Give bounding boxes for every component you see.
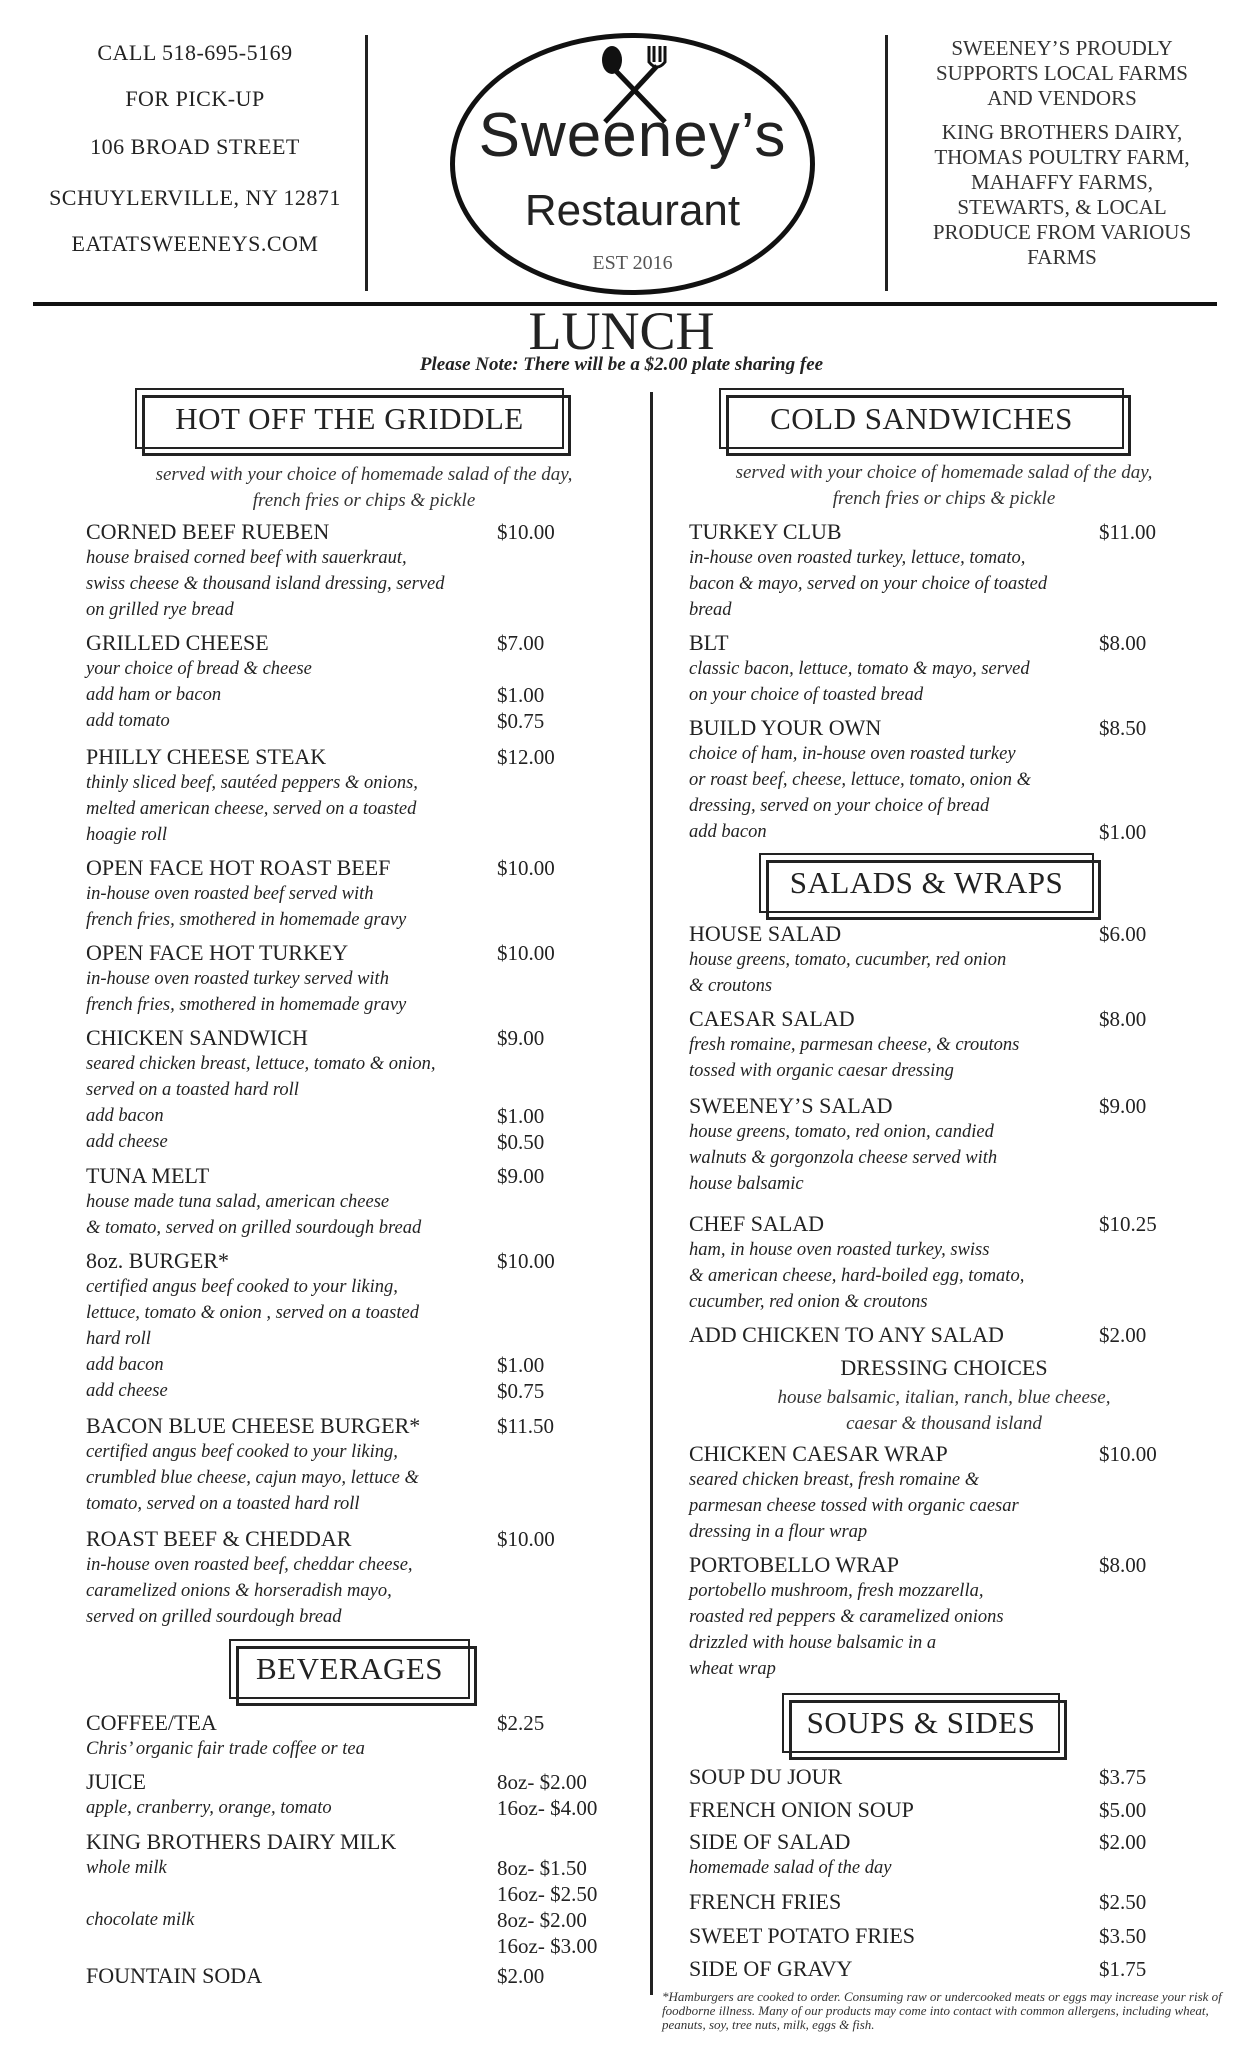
menu-item-row <box>86 1526 647 1552</box>
logo-name: Sweeney’s <box>478 101 787 170</box>
menu-item-row <box>689 1441 1243 1467</box>
menu-item-detail <box>86 1465 647 1491</box>
menu-item-addon-price: 16oz- $2.50 <box>497 1882 598 1906</box>
menu-item-name: SOUP DU JOUR <box>689 1764 843 1789</box>
menu-item-addon-price: $0.75 <box>497 1379 545 1403</box>
supports-line: SUPPORTS LOCAL FARMS <box>936 61 1188 85</box>
menu-item-detail <box>86 1795 647 1821</box>
menu-item-price: $8.00 <box>1099 631 1147 655</box>
menu-item-detail <box>86 545 647 571</box>
menu-item-description: whole milk <box>86 1858 167 1878</box>
menu-item-detail <box>689 1032 1243 1058</box>
menu-item-description: on grilled rye bread <box>86 600 234 620</box>
menu-item <box>86 1413 647 1517</box>
menu-item-name: SIDE OF GRAVY <box>689 1956 853 1981</box>
menu-item-name: 8oz. BURGER* <box>86 1248 229 1273</box>
menu-item-description: hoagie roll <box>86 825 168 845</box>
cold-sandwiches-section-header <box>719 388 1124 449</box>
menu-item-detail <box>689 1855 1243 1881</box>
menu-item-detail <box>86 1855 647 1881</box>
menu-item-price: $2.25 <box>497 1711 545 1735</box>
menu-item <box>86 1025 647 1155</box>
logo-established: EST 2016 <box>592 252 673 274</box>
menu-item-detail <box>86 1881 647 1907</box>
street-address: 106 BROAD STREET <box>90 134 300 159</box>
sharing-fee-note: Please Note: There will be a $2.00 plate sharing fee <box>419 354 824 375</box>
menu-item-price: $9.00 <box>497 1164 545 1188</box>
menu-item-detail <box>86 708 647 734</box>
menu-item-description: dressing, served on your choice of bread <box>689 796 990 816</box>
menu-item-detail <box>86 571 647 597</box>
menu-item-detail <box>689 1145 1243 1171</box>
menu-item-detail <box>86 1077 647 1103</box>
menu-item-detail <box>86 1378 647 1404</box>
logo-subtitle: Restaurant <box>524 186 741 235</box>
menu-item-description: on your choice of toasted bread <box>689 685 924 705</box>
menu-item <box>86 1248 647 1404</box>
menu-item-name: COFFEE/TEA <box>86 1710 217 1735</box>
menu-item-description: swiss cheese & thousand island dressing, served <box>86 574 445 594</box>
menu-item-description: in-house oven roasted beef served with <box>86 884 374 904</box>
menu-item-description: add bacon <box>86 1106 164 1126</box>
menu-item-name: CHICKEN CAESAR WRAP <box>689 1441 948 1466</box>
menu-item-detail <box>689 741 1243 767</box>
header-divider-left <box>365 35 368 291</box>
menu-item-price: $7.00 <box>497 631 545 655</box>
menu-item <box>86 1710 647 1762</box>
menu-item-description: bacon & mayo, served on your choice of toasted <box>689 574 1048 594</box>
menu-item-detail <box>689 571 1243 597</box>
menu-item-description: Chris’ organic fair trade coffee or tea <box>86 1739 365 1759</box>
menu-item-description: add cheese <box>86 1132 168 1152</box>
menu-item-description: lettuce, tomato & onion , served on a toasted <box>86 1303 419 1323</box>
vendor-line: MAHAFFY FARMS, <box>970 170 1154 194</box>
menu-item-description: & american cheese, hard-boiled egg, tomato, <box>689 1266 1025 1286</box>
menu-item-description: homemade salad of the day <box>689 1858 892 1878</box>
menu-item-row <box>689 1552 1243 1578</box>
menu-item-price: $10.00 <box>497 856 555 880</box>
vendor-line: PRODUCE FROM VARIOUS <box>932 220 1192 244</box>
menu-item-addon-price: 16oz- $4.00 <box>497 1796 598 1820</box>
menu-item-description: french fries, smothered in homemade gravy <box>86 910 407 930</box>
menu-item-name: ROAST BEEF & CHEDDAR <box>86 1526 352 1551</box>
menu-item <box>689 1006 1243 1084</box>
menu-item-description: parmesan cheese tossed with organic caesar <box>689 1496 1019 1516</box>
menu-item-name: BACON BLUE CHEESE BURGER* <box>86 1413 421 1438</box>
menu-item-row <box>689 1829 1243 1855</box>
section-subtitle: served with your choice of homemade salad of the day, <box>735 462 1153 483</box>
menu-item-detail <box>689 1119 1243 1145</box>
menu-item-row <box>689 1797 1243 1823</box>
menu-item <box>86 630 647 734</box>
menu-item-price: $9.00 <box>1099 1094 1147 1118</box>
menu-item-addon-price: $1.00 <box>1099 820 1147 844</box>
griddle-section-header <box>135 388 564 449</box>
menu-item-price: $1.75 <box>1099 1957 1147 1981</box>
menu-item-description: & croutons <box>689 976 773 996</box>
menu-item-price: $9.00 <box>497 1026 545 1050</box>
menu-item-name: SWEENEY’S SALAD <box>689 1093 893 1118</box>
menu-item-row <box>689 1093 1243 1119</box>
menu-item-detail <box>86 966 647 992</box>
menu-item-detail <box>689 1467 1243 1493</box>
column-divider <box>650 392 653 1995</box>
menu-item-addon-price: 8oz- $2.00 <box>497 1908 587 1932</box>
menu-item-description: walnuts & gorgonzola cheese served with <box>689 1148 998 1168</box>
menu-item-name: CHICKEN SANDWICH <box>86 1025 308 1050</box>
menu-item-detail <box>689 1519 1243 1545</box>
menu-item-description: & tomato, served on grilled sourdough bread <box>86 1218 422 1238</box>
menu-item-row <box>689 921 1243 947</box>
menu-item-row <box>86 940 647 966</box>
menu-item-name: PORTOBELLO WRAP <box>689 1552 899 1577</box>
allergen-footnote: *Hamburgers are cooked to order. Consuming raw or undercooked meats or eggs may increase your risk of foodborne illness. Many of our products may come into contact with common allergens, including wheat, peanuts, soy, tree nuts, milk, eggs & fish. <box>662 1989 1222 2032</box>
menu-item-description: cucumber, red onion & croutons <box>689 1292 928 1312</box>
menu-item-detail <box>689 1289 1243 1315</box>
dressing-choices-title: DRESSING CHOICES <box>840 1355 1048 1380</box>
menu-item-detail <box>689 1171 1243 1197</box>
menu-item-name: FOUNTAIN SODA <box>86 1963 263 1988</box>
menu-item-detail <box>86 597 647 623</box>
menu-item-detail <box>86 770 647 796</box>
menu-item-detail <box>689 1058 1243 1084</box>
menu-item-detail <box>689 1578 1243 1604</box>
menu-item-description: add cheese <box>86 1381 168 1401</box>
menu-item-detail <box>689 947 1243 973</box>
menu-item <box>86 1963 647 1989</box>
menu-item-detail <box>689 1630 1243 1656</box>
menu-item <box>86 519 647 623</box>
menu-item <box>689 1889 1243 1915</box>
menu-item-detail <box>86 1736 647 1762</box>
menu-item-name: FRENCH FRIES <box>689 1889 842 1914</box>
menu-item-detail <box>86 1051 647 1077</box>
menu-title: LUNCH <box>528 301 715 361</box>
menu-item-detail <box>86 1491 647 1517</box>
menu-item-price: $6.00 <box>1099 922 1147 946</box>
menu-item-detail <box>86 1352 647 1378</box>
beverages-section-header-title: BEVERAGES <box>255 1651 444 1686</box>
menu-item-description: ham, in house oven roasted turkey, swiss <box>689 1240 990 1260</box>
menu-item-description: apple, cranberry, orange, tomato <box>86 1798 332 1818</box>
menu-item-detail <box>689 1493 1243 1519</box>
menu-item-addon-price: 16oz- $3.00 <box>497 1934 598 1958</box>
menu-item-description: melted american cheese, served on a toasted <box>86 799 417 819</box>
menu-item-detail <box>86 1933 647 1959</box>
menu-item-detail <box>86 1326 647 1352</box>
menu-item-addon-price: $1.00 <box>497 683 545 707</box>
menu-item-row <box>86 1025 647 1051</box>
menu-item-row <box>86 1413 647 1439</box>
menu-item <box>86 855 647 933</box>
phone-number[interactable]: CALL 518-695-5169 <box>97 40 293 65</box>
menu-item-row <box>689 715 1243 741</box>
menu-item-description: certified angus beef cooked to your liking, <box>86 1277 398 1297</box>
menu-item-description: in-house oven roasted turkey, lettuce, tomato, <box>689 548 1026 568</box>
cold-sandwiches-section-header-title: COLD SANDWICHES <box>770 400 1073 436</box>
menu-item <box>689 1441 1243 1545</box>
menu-item <box>689 1552 1243 1682</box>
menu-item-description: chocolate milk <box>86 1910 195 1930</box>
menu-item-description: fresh romaine, parmesan cheese, & croutons <box>689 1035 1020 1055</box>
menu-item <box>86 940 647 1018</box>
menu-item-description: thinly sliced beef, sautéed peppers & onions, <box>86 773 418 793</box>
menu-item-description: add bacon <box>689 822 767 842</box>
menu-item-detail <box>86 796 647 822</box>
menu-item <box>689 921 1243 999</box>
supports-line: SWEENEY’S PROUDLY <box>951 36 1173 60</box>
menu-item-name: HOUSE SALAD <box>689 921 842 946</box>
menu-item-description: hard roll <box>86 1329 151 1349</box>
menu-item-price: $12.00 <box>497 745 555 769</box>
menu-item-detail <box>86 1439 647 1465</box>
menu-item-description: certified angus beef cooked to your liking, <box>86 1442 398 1462</box>
menu-item-detail <box>86 1578 647 1604</box>
menu-item-price: $5.00 <box>1099 1798 1147 1822</box>
soups-sides-section-header <box>782 1693 1060 1753</box>
menu-item-description: add bacon <box>86 1355 164 1375</box>
menu-item-detail <box>689 597 1243 623</box>
menu-item-detail <box>86 1129 647 1155</box>
menu-item-price: $10.00 <box>1099 1442 1157 1466</box>
header-divider-right <box>885 35 888 291</box>
menu-item-detail <box>86 1215 647 1241</box>
menu-item-row <box>689 519 1243 545</box>
menu-item-addon-price: $0.50 <box>497 1130 545 1154</box>
menu-item-description: served on grilled sourdough bread <box>86 1607 342 1627</box>
city-address: SCHUYLERVILLE, NY 12871 <box>49 185 341 210</box>
menu-item-description: crumbled blue cheese, cajun mayo, lettuce & <box>86 1468 419 1488</box>
menu-item-name: TURKEY CLUB <box>689 519 842 544</box>
menu-item-detail <box>86 1274 647 1300</box>
vendor-line: THOMAS POULTRY FARM, <box>934 145 1190 169</box>
salads-wraps-section-header <box>759 853 1094 913</box>
vendor-line: FARMS <box>1027 245 1097 269</box>
vendor-line: KING BROTHERS DAIRY, <box>941 120 1183 144</box>
menu-item-row <box>86 519 647 545</box>
menu-item-detail <box>689 682 1243 708</box>
menu-item-row <box>86 1769 647 1795</box>
menu-item-price: $10.00 <box>497 1249 555 1273</box>
menu-item-price: $2.00 <box>1099 1323 1147 1347</box>
section-subtitle: served with your choice of homemade salad of the day, <box>155 464 573 485</box>
menu-item-detail <box>86 1907 647 1933</box>
menu-item-detail <box>86 822 647 848</box>
menu-item-description: dressing in a flour wrap <box>689 1522 868 1542</box>
menu-item <box>86 1829 647 1959</box>
menu-item-price: $10.00 <box>497 941 555 965</box>
menu-item <box>86 1769 647 1821</box>
menu-item-detail <box>689 545 1243 571</box>
menu-item-name: GRILLED CHEESE <box>86 630 269 655</box>
menu-item-row <box>86 1829 647 1855</box>
menu-item-name: BUILD YOUR OWN <box>689 715 882 740</box>
menu-item <box>689 1797 1243 1823</box>
menu-item-description: tomato, served on a toasted hard roll <box>86 1494 360 1514</box>
menu-item-row <box>86 855 647 881</box>
menu-item-row <box>689 1923 1243 1949</box>
vendor-line: STEWARTS, & LOCAL <box>957 195 1167 219</box>
menu-item-row <box>86 1963 647 1989</box>
menu-item-name: JUICE <box>86 1769 146 1794</box>
section-subtitle: french fries or chips & pickle <box>252 490 476 511</box>
menu-item-description: caramelized onions & horseradish mayo, <box>86 1581 392 1601</box>
menu-item-name: OPEN FACE HOT ROAST BEEF <box>86 855 391 880</box>
section-subtitle: caesar & thousand island <box>846 1413 1042 1434</box>
menu-item-row <box>86 630 647 656</box>
menu-item-description: house greens, tomato, red onion, candied <box>689 1122 994 1142</box>
menu-item-detail <box>86 992 647 1018</box>
menu-item <box>689 630 1243 708</box>
menu-item-name: KING BROTHERS DAIRY MILK <box>86 1829 397 1854</box>
menu-item-description: bread <box>689 600 732 620</box>
menu-item-description: wheat wrap <box>689 1659 776 1679</box>
menu-item-price: $10.00 <box>497 520 555 544</box>
menu-item-price: $8.50 <box>1099 716 1147 740</box>
menu-item <box>689 1829 1243 1881</box>
menu-item-addon-price: $0.75 <box>497 709 545 733</box>
menu-item-description: classic bacon, lettuce, tomato & mayo, served <box>689 659 1030 679</box>
menu-item-name: OPEN FACE HOT TURKEY <box>86 940 349 965</box>
menu-item-name: CAESAR SALAD <box>689 1006 855 1031</box>
menu-item-detail <box>689 1656 1243 1682</box>
menu-item-price: $10.25 <box>1099 1212 1157 1236</box>
menu-item-name: TUNA MELT <box>86 1163 210 1188</box>
menu-item-detail <box>86 907 647 933</box>
menu-item-description: seared chicken breast, lettuce, tomato & onion, <box>86 1054 436 1074</box>
beverages-section-header <box>229 1639 470 1699</box>
menu-item-description: choice of ham, in-house oven roasted turkey <box>689 744 1016 764</box>
menu-item <box>689 1093 1243 1197</box>
menu-item-name: PHILLY CHEESE STEAK <box>86 744 327 769</box>
menu-item-detail <box>689 656 1243 682</box>
section-subtitle: house balsamic, italian, ranch, blue cheese, <box>777 1387 1111 1408</box>
restaurant-logo <box>450 33 815 295</box>
menu-item-name: BLT <box>689 630 729 655</box>
menu-item-description: house greens, tomato, cucumber, red onion <box>689 950 1007 970</box>
menu-item-detail <box>689 1604 1243 1630</box>
menu-item <box>689 1322 1243 1348</box>
menu-item-row <box>689 1956 1243 1982</box>
menu-item <box>689 1956 1243 1982</box>
menu-item-detail <box>689 793 1243 819</box>
menu-item-detail <box>86 1103 647 1129</box>
menu-item-row <box>689 1211 1243 1237</box>
menu-item <box>689 1923 1243 1949</box>
menu-item-detail <box>689 1263 1243 1289</box>
menu-item-row <box>689 1322 1243 1348</box>
menu-item <box>689 715 1243 845</box>
website-link[interactable]: EATATSWEENEYS.COM <box>71 231 319 256</box>
pickup-label: FOR PICK-UP <box>125 86 265 111</box>
menu-item-detail <box>689 973 1243 999</box>
menu-item-price: 8oz- $2.00 <box>497 1770 587 1794</box>
menu-item <box>86 1526 647 1630</box>
menu-item-row <box>86 744 647 770</box>
menu-item-addon-price: 8oz- $1.50 <box>497 1856 587 1880</box>
menu-item-detail <box>689 819 1243 845</box>
menu-item-name: CHEF SALAD <box>689 1211 825 1236</box>
menu-item-detail <box>689 767 1243 793</box>
menu-item-description: roasted red peppers & caramelized onions <box>689 1607 1004 1627</box>
menu-item-detail <box>86 881 647 907</box>
menu-item-price: $3.75 <box>1099 1765 1147 1789</box>
section-subtitle: french fries or chips & pickle <box>832 488 1056 509</box>
menu-item-price: $2.50 <box>1099 1890 1147 1914</box>
menu-item-price: $8.00 <box>1099 1007 1147 1031</box>
menu-item-description: french fries, smothered in homemade gravy <box>86 995 407 1015</box>
menu-item-row <box>689 1764 1243 1790</box>
menu-item-detail <box>86 682 647 708</box>
menu-item-row <box>689 1889 1243 1915</box>
menu-item-description: house made tuna salad, american cheese <box>86 1192 390 1212</box>
menu-item-price: $11.00 <box>1099 520 1156 544</box>
menu-item <box>86 744 647 848</box>
menu-item <box>86 1163 647 1241</box>
menu-item-price: $2.00 <box>1099 1830 1147 1854</box>
menu-item-price: $10.00 <box>497 1527 555 1551</box>
menu-item-name: SWEET POTATO FRIES <box>689 1923 916 1948</box>
menu-item-row <box>86 1710 647 1736</box>
menu-item-row <box>689 1006 1243 1032</box>
soups-sides-section-header-title: SOUPS & SIDES <box>806 1705 1036 1740</box>
menu-item-price: $11.50 <box>497 1414 554 1438</box>
menu-item-description: house balsamic <box>689 1174 804 1194</box>
menu-item-detail <box>86 656 647 682</box>
menu-item <box>689 1764 1243 1790</box>
menu-item-description: add tomato <box>86 711 170 731</box>
menu-item-detail <box>689 1237 1243 1263</box>
menu-item-description: or roast beef, cheese, lettuce, tomato, onion & <box>689 770 1032 790</box>
menu-item-addon-price: $1.00 <box>497 1353 545 1377</box>
menu-item-name: SIDE OF SALAD <box>689 1829 851 1854</box>
menu-item-row <box>86 1163 647 1189</box>
menu-item-description: tossed with organic caesar dressing <box>689 1061 954 1081</box>
menu-item-detail <box>86 1604 647 1630</box>
menu-item <box>689 1211 1243 1315</box>
menu-item-description: add ham or bacon <box>86 685 222 705</box>
menu-item-description: in-house oven roasted turkey served with <box>86 969 389 989</box>
menu-item-price: $3.50 <box>1099 1924 1147 1948</box>
menu-item-row <box>86 1248 647 1274</box>
salads-wraps-section-header-title: SALADS & WRAPS <box>789 865 1064 900</box>
menu-item-name: CORNED BEEF RUEBEN <box>86 519 330 544</box>
menu-item-detail <box>86 1189 647 1215</box>
menu-item <box>689 519 1243 623</box>
menu-item-detail <box>86 1300 647 1326</box>
menu-item-description: served on a toasted hard roll <box>86 1080 299 1100</box>
menu-item-description: in-house oven roasted beef, cheddar cheese, <box>86 1555 413 1575</box>
menu-item-description: drizzled with house balsamic in a <box>689 1633 937 1653</box>
griddle-section-header-title: HOT OFF THE GRIDDLE <box>175 400 524 436</box>
menu-item-name: FRENCH ONION SOUP <box>689 1797 914 1822</box>
menu-item-price: $8.00 <box>1099 1553 1147 1577</box>
menu-item-description: house braised corned beef with sauerkraut, <box>86 548 407 568</box>
menu-item-description: portobello mushroom, fresh mozzarella, <box>689 1581 984 1601</box>
menu-item-row <box>689 630 1243 656</box>
menu-item-detail <box>86 1552 647 1578</box>
menu-item-price: $2.00 <box>497 1964 545 1988</box>
menu-item-description: seared chicken breast, fresh romaine & <box>689 1470 980 1490</box>
menu-item-addon-price: $1.00 <box>497 1104 545 1128</box>
supports-line: AND VENDORS <box>987 86 1137 110</box>
menu-item-name: ADD CHICKEN TO ANY SALAD <box>689 1322 1004 1347</box>
menu-item-description: your choice of bread & cheese <box>86 659 312 679</box>
